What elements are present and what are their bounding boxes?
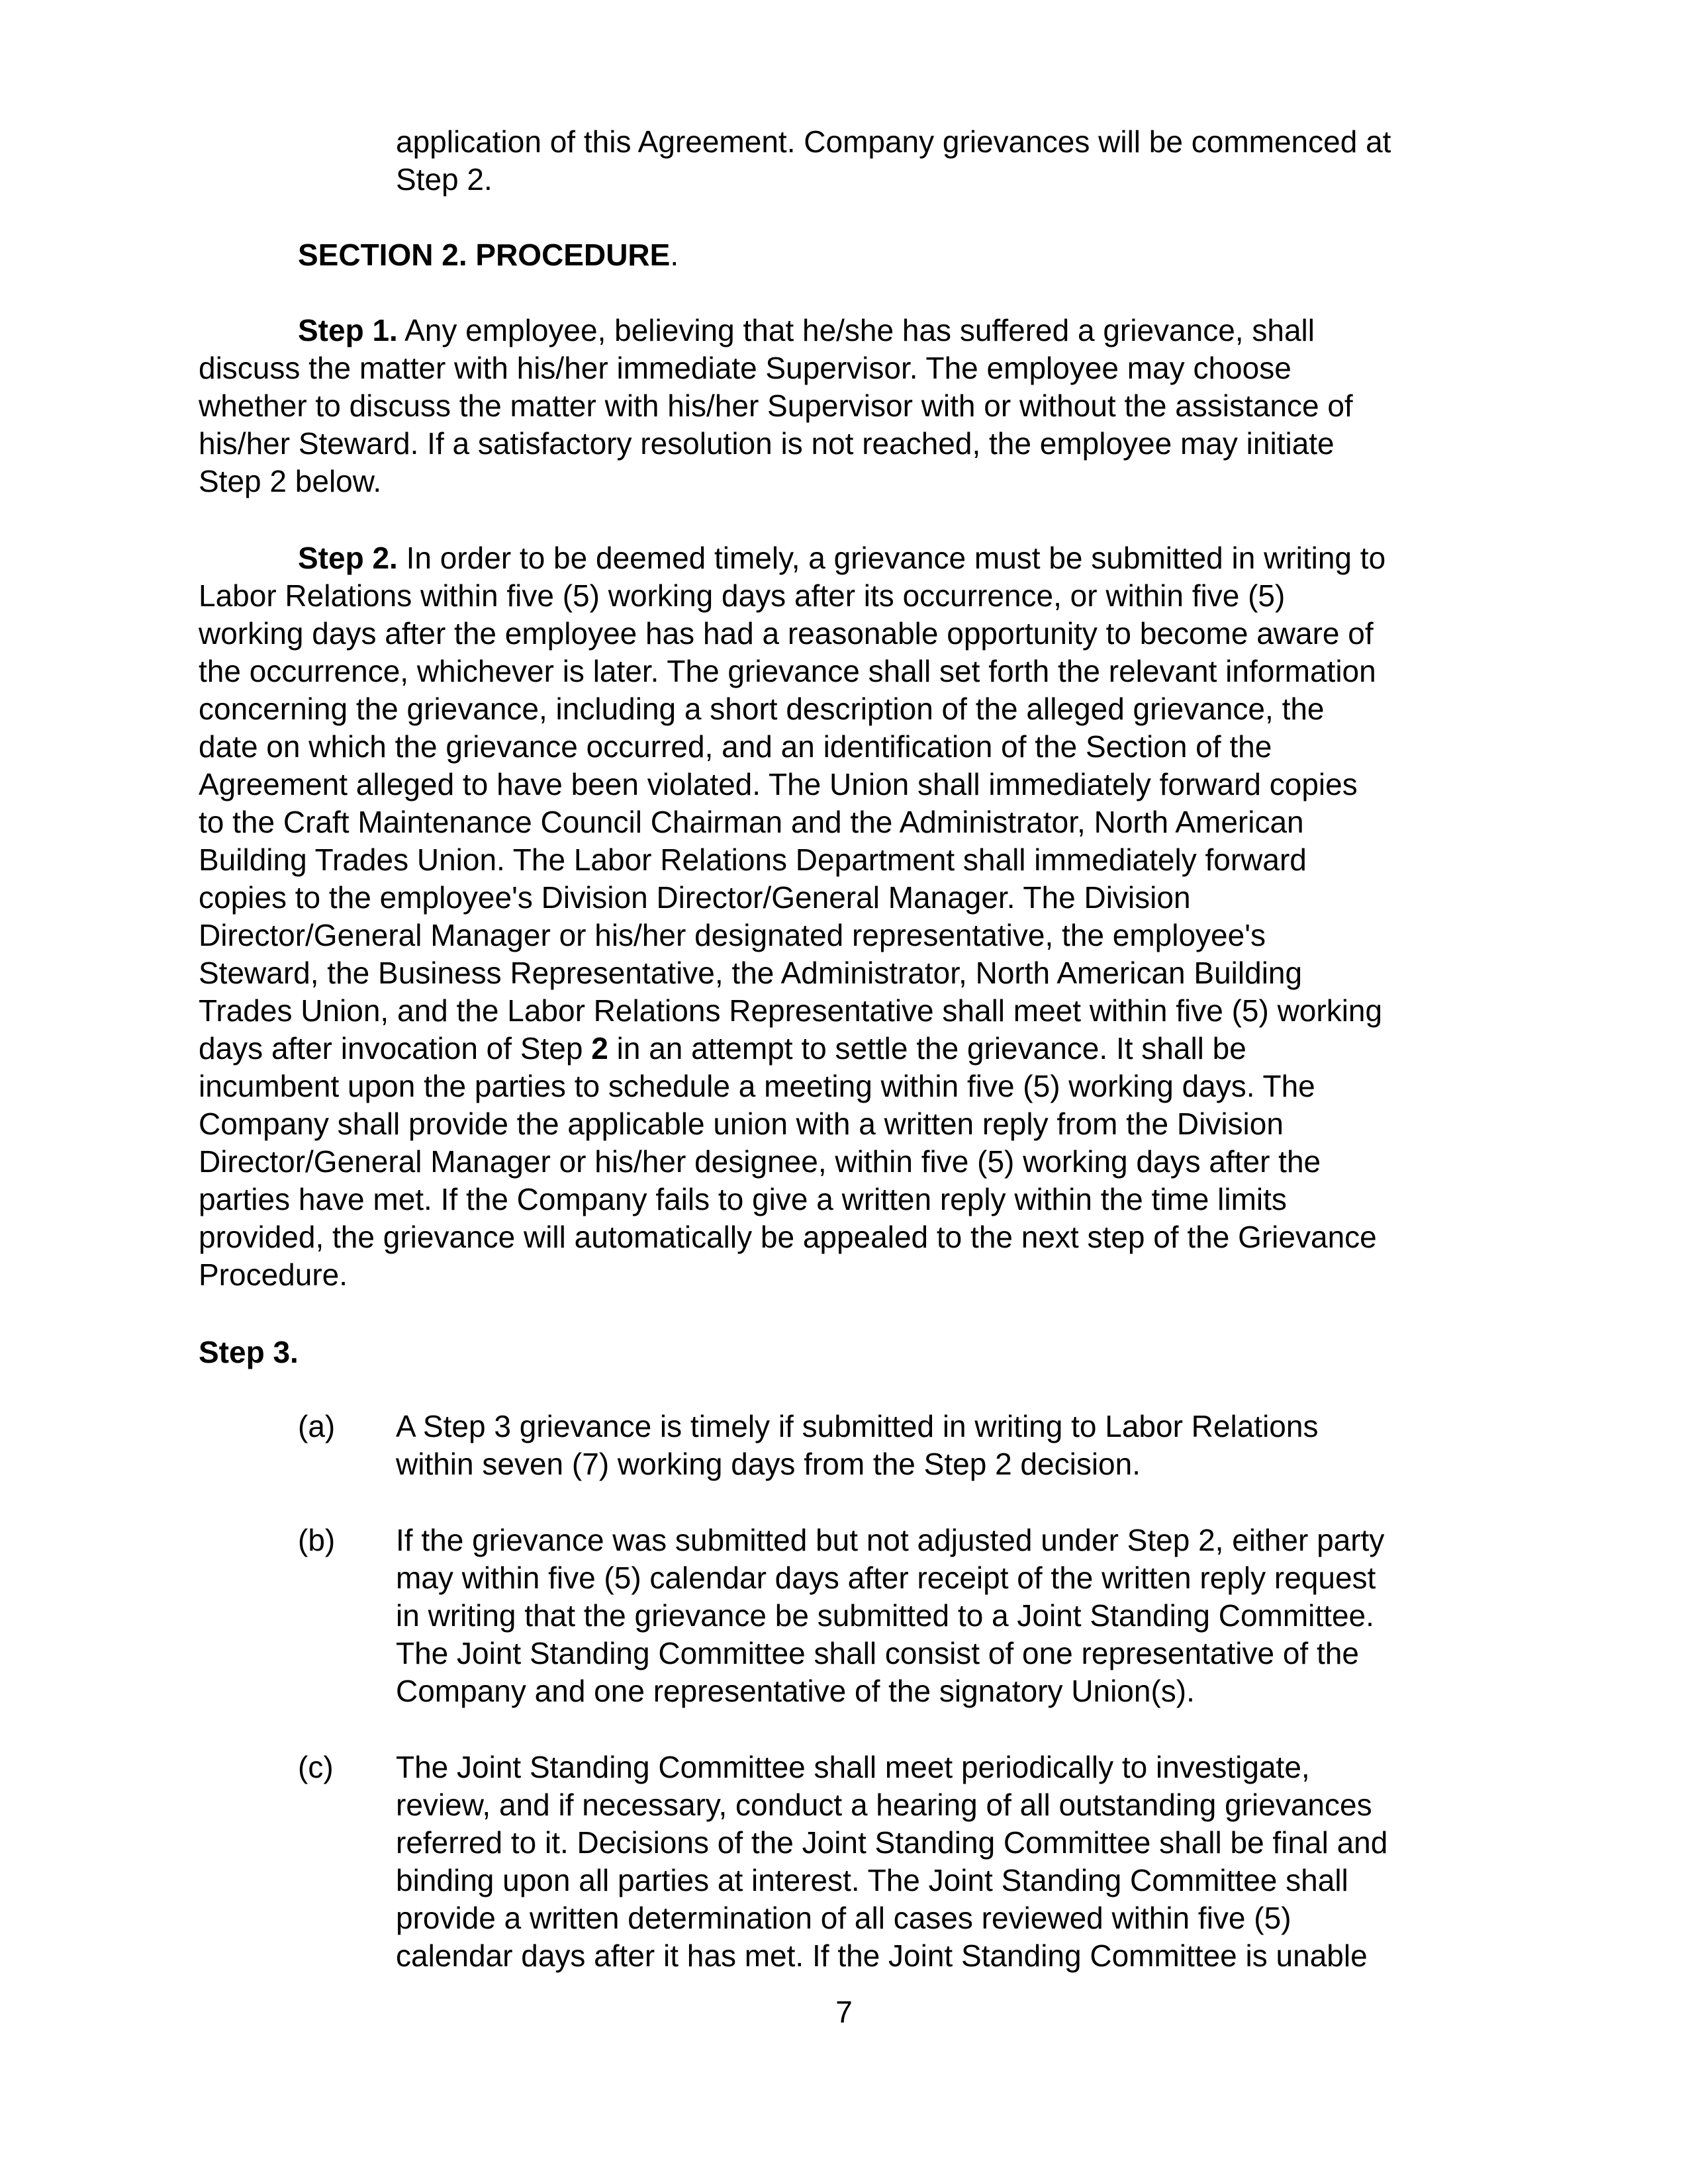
- intro-continuation-paragraph: application of this Agreement. Company grievances will be commenced at Step 2.: [396, 124, 1391, 197]
- step-2-paragraph: [199, 539, 1489, 1294]
- step-2-text-part-1: In order to be deemed timely, a grievance must be submitted in writing to Labor Relations within five (5) working days after its occurrence, or within five (5) working days after the employee has had a reasonable opportunity to become aware of the occurrence, whichever is later. The grievance shall set forth the relevant information concerning the grievance, including a short description of the alleged grievance, the date on which the grievance occurred, and an identification of the Section of the Agreement alleged to have been violated. The Union shall immediately forward copies to the Craft Maintenance Council Chairman and the Administrator, North American Building Trades Union. The Labor Relations Department shall immediately forward copies to the employee's Division Director/General Manager. The Division Director/General Manager or his/her designated representative, the employee's Steward, the Business Representative, the Administrator, North American Building Trades Union, and the Labor Relations Representative shall meet within five (5) working days after invocation of Step: [199, 541, 1386, 1066]
- step-1-lead: Step 1.: [298, 313, 398, 347]
- item-label: (b): [298, 1523, 336, 1557]
- section-heading-period: .: [670, 238, 679, 272]
- page-number: 7: [835, 1995, 853, 2029]
- section-heading-title: SECTION 2. PROCEDURE: [298, 238, 671, 272]
- section-heading: [298, 236, 679, 274]
- step-3-heading: Step 3.: [199, 1335, 299, 1369]
- step-1-paragraph: [199, 312, 1489, 500]
- item-label: (a): [298, 1409, 336, 1443]
- item-text: A Step 3 grievance is timely if submitted in writing to Labor Relations within seven (7) working days from the Step 2 decision.: [396, 1409, 1319, 1481]
- step-2-lead: Step 2.: [298, 541, 398, 575]
- step-2-bold-number: 2: [591, 1031, 608, 1066]
- item-text: If the grievance was submitted but not adjusted under Step 2, either party may within five (5) calendar days after receipt of the written reply request in writing that the grievance be submitted to a Joint Standing Committee. The Joint Standing Committee shall consist of one representative of the Company and one representative of the signatory Union(s).: [396, 1523, 1385, 1708]
- step-1-text: Any employee, believing that he/she has suffered a grievance, shall discuss the matter with his/her immediate Supervisor. The employee may choose whether to discuss the matter with his/her Supervisor with or without the assistance of his/her Steward. If a satisfactory resolution is not reached, the employee may initiate Step 2 below.: [199, 313, 1353, 498]
- step-2-text-part-2: in an attempt to settle the grievance. It shall be incumbent upon the parties to schedule a meeting within five (5) working days. The Company shall provide the applicable union with a written reply from the Division Director/General Manager or his/her designee, within five (5) working days after the parties have met. If the Company fails to give a written reply within the time limits provided, the grievance will automatically be appealed to the next step of the Grievance Procedure.: [199, 1031, 1377, 1292]
- item-text: The Joint Standing Committee shall meet periodically to investigate, review, and if necessary, conduct a hearing of all outstanding grievances referred to it. Decisions of the Joint Standing Committee shall be final and binding upon all parties at interest. The Joint Standing Committee shall provide a written determination of all cases reviewed within five (5) calendar days after it has met. If the Joint Standing Committee is unable: [396, 1750, 1388, 1973]
- item-label: (c): [298, 1750, 334, 1784]
